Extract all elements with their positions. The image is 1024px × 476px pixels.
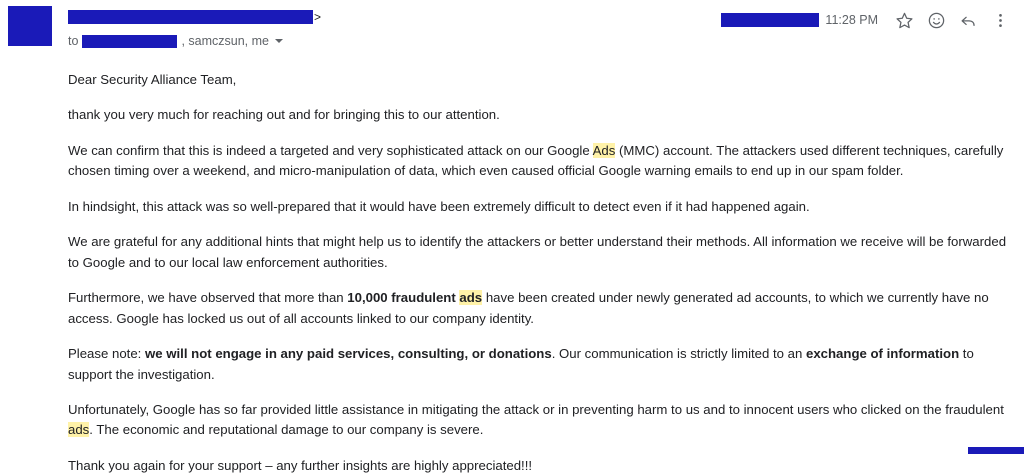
highlight-ads-2: ads (459, 290, 483, 306)
sender-line[interactable] (68, 8, 321, 26)
greeting-paragraph (68, 70, 1010, 90)
paragraph-7 (68, 400, 1010, 441)
recipient-names: , samczsun, me (181, 34, 269, 48)
paragraph-8-text: Thank you again for your support – any further insights are highly appreciated!!! (68, 457, 533, 473)
paragraph-4-text: We are grateful for any additional hints that might help us to identify the attackers or better understand their methods. All information we receive will be forwarded to Google and to our local law enforcement authorities. (68, 234, 1007, 270)
paragraph-7-text-a: Unfortunately, Google has so far provided little assistance in mitigating the attack or in preventing harm to us and to innocent users who clicked on the fraudulent (68, 401, 1004, 417)
paragraph-5-bold: 10,000 fraudulent (347, 290, 460, 306)
highlight-ads-1: Ads (592, 142, 616, 158)
reply-icon[interactable] (952, 4, 984, 36)
paragraph-7-text-b: . The economic and reputational damage to our company is severe. (89, 422, 484, 438)
bottom-redaction (968, 447, 1024, 454)
greeting-text: Dear Security Alliance Team, (68, 72, 237, 87)
recipient-line[interactable] (68, 34, 321, 48)
highlight-ads-3: ads (68, 422, 90, 438)
paragraph-6-bold-1: we will not engage in any paid services, consulting, or donations (144, 346, 552, 362)
paragraph-5-text-b: have been created under newly generated ad accounts, to which we currently have no access. Google has locked us out of all accounts linked to our company identity. (68, 290, 989, 326)
date-redaction (721, 13, 819, 27)
paragraph-2 (68, 141, 1010, 182)
sender-angle-bracket: > (314, 10, 322, 24)
avatar (8, 6, 52, 46)
paragraph-6-text-c: to support the investigation. (68, 346, 974, 382)
header-actions (721, 6, 1016, 34)
paragraph-6-bold-2: exchange of information (806, 346, 960, 362)
recipient-redaction (82, 35, 177, 48)
paragraph-6-text-a: Please note: (68, 346, 145, 362)
paragraph-6 (68, 344, 1010, 385)
email-header (0, 0, 1024, 56)
star-icon[interactable] (888, 4, 920, 36)
email-body (0, 56, 1024, 476)
paragraph-2-text-b: (MMC) account. The attackers used different techniques, carefully chosen timing over a weekend, and micro-manipulation of data, which even caused official Google warning emails to end up in our spam folder. (68, 142, 1004, 179)
paragraph-5-text-a: Furthermore, we have observed that more than (68, 290, 348, 306)
more-options-icon[interactable] (984, 4, 1016, 36)
paragraph-4 (68, 232, 1010, 273)
paragraph-5 (68, 288, 1010, 329)
sender-block (68, 8, 321, 48)
paragraph-3-text: In hindsight, this attack was so well-prepared that it would have been extremely difficult to detect even if it had happened again. (68, 198, 810, 214)
paragraph-3 (68, 197, 1010, 217)
paragraph-1 (68, 105, 1010, 125)
chevron-down-icon[interactable] (275, 39, 283, 43)
paragraph-8 (68, 456, 1010, 476)
paragraph-6-text-b: . Our communication is strictly limited to an (551, 346, 806, 362)
to-label: to (68, 34, 79, 48)
paragraph-2-text-a: We can confirm that this is indeed a targeted and very sophisticated attack on our Google (68, 142, 593, 158)
timestamp: 11:28 PM (825, 13, 878, 27)
emoji-icon[interactable] (920, 4, 952, 36)
paragraph-1-text: thank you very much for reaching out and for bringing this to our attention. (68, 107, 500, 123)
sender-name-redaction (68, 10, 313, 24)
